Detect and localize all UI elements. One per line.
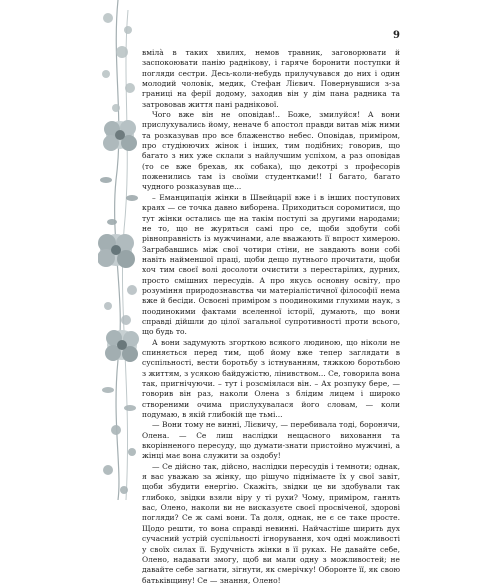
floral-watercolor-illustration	[98, 0, 140, 500]
large-flower	[103, 120, 137, 151]
paragraph: Чого вже він не оповідав!.. Боже, змилуйся! А вони прислухувались йому, неначе б апостол правди витав між ними та розказував про все блаженство небес. Оповідав, приміром, про студіюючих жінок і інших, тим подібних; говорив, що багато з них уже склали з найлучшим успіхом, а раз оповідав (то се вже брехав, як собака), що декотрі з професорів поженились там із своїми студентками!! І багато, багато чудного розказував ще...	[142, 110, 400, 192]
large-flower	[98, 234, 135, 268]
large-flower	[105, 330, 139, 362]
paragraph: А вони задумують згорткою всякого людиною, що ніколи не спиняється перед тим, щоб йому вже тепер заглядати в суспільності, вести боротьбу з істнуванням, тяжкою боротьбою з життям, з усякою байдужістю, лінивством... Се, говорила вона так, пригнічуючи. – тут і розсміялася він. – Ах розпуку бере, — говорив він раз, наколи Олена з блідим лицем і широко створеними очима прислухувалася його словам, — коли подумаю, в якій глибокій ще тьмі...	[142, 337, 400, 420]
paragraph: — Се дійсно так, дійсно, наслідки пересудів і темноти; однак, я вас уважаю за жінку, що рішучо піднімаєте їх у свої завіт, щоби збудити енергію. Скажіть, звідки це ви здобували так глибоко, звідки взяли віру у ті рухи? Чому, приміром, ганять вас, Олено, наколи ви не висказуєте своєї просвіченої, здорові погляди? Се ж самі вони. Та доля, однак, не є се таке просте. Щодо решти, то вона справді невинні. Найчастіше ширить дух сучасний устрій суспільності ігнорування, хоч одні можливості у своїх силах її. Будучність жінки в її руках. Не давайте себе, Олено, надавати змогу, щоб ви мали одну з можливостей; не давайте себе загнати, зігнути, як смерічку! Оборонте її, як свою батьківщину! Се — знання, Олено!	[142, 461, 400, 585]
paragraph: вмілà в таких хвилях, немов травник, заговорювати й заспокоювати панію раднікову, і гаряче боронити поступки й погляди сестри. Десь-коли-небудь прилучувався до них і один молодий чоловік, медик, Стефан Лієвич. Повернувшися з-за границі на ферії додому, заходив він у дім пана радника та затрововав життя пані раднікової.	[142, 48, 400, 109]
page-number: 9	[393, 30, 400, 41]
paragraph: – Еманципація жінки в Швейцарії вже і в інших поступових краях — се точка давно виборена. Приходиться соромитися, що тут жінки остались ще на такім поступі за другими народами; не то, що не журяться самі про се, щоби здобути собі рівноправність із мужчинами, але вважають її впрост химерою. Заграбавшись між свої чотири стіни, не завдають вони собі навіть найменшої праці, щоби дещо путнього прочитати, щоби хоч тим своєї волі досолоти очистити з перестарілих, дурних, просто смішних пересудів. А про якусь основну освіту, про розуміння природознавства чи матеріалістичної філософії нема вже й бесіди. Освоєні приміром з поодинокими глухими наук, з поодинокими фактами вселенної історії, думають, що вони справді дійшли до цілої загальної супротивності проти всього, що будь то.	[142, 192, 400, 337]
body-text	[142, 48, 400, 586]
paragraph: — Вони тому не винні, Лієвичу, — перебивала тоді, боронячи, Олена. — Се лиш наслідки нещасного виховання та вкорінненого пересуду, що думати-знати пристойно мужчині, а жінці має вона служити за оздобу!	[142, 420, 400, 461]
floral-border	[98, 0, 140, 500]
